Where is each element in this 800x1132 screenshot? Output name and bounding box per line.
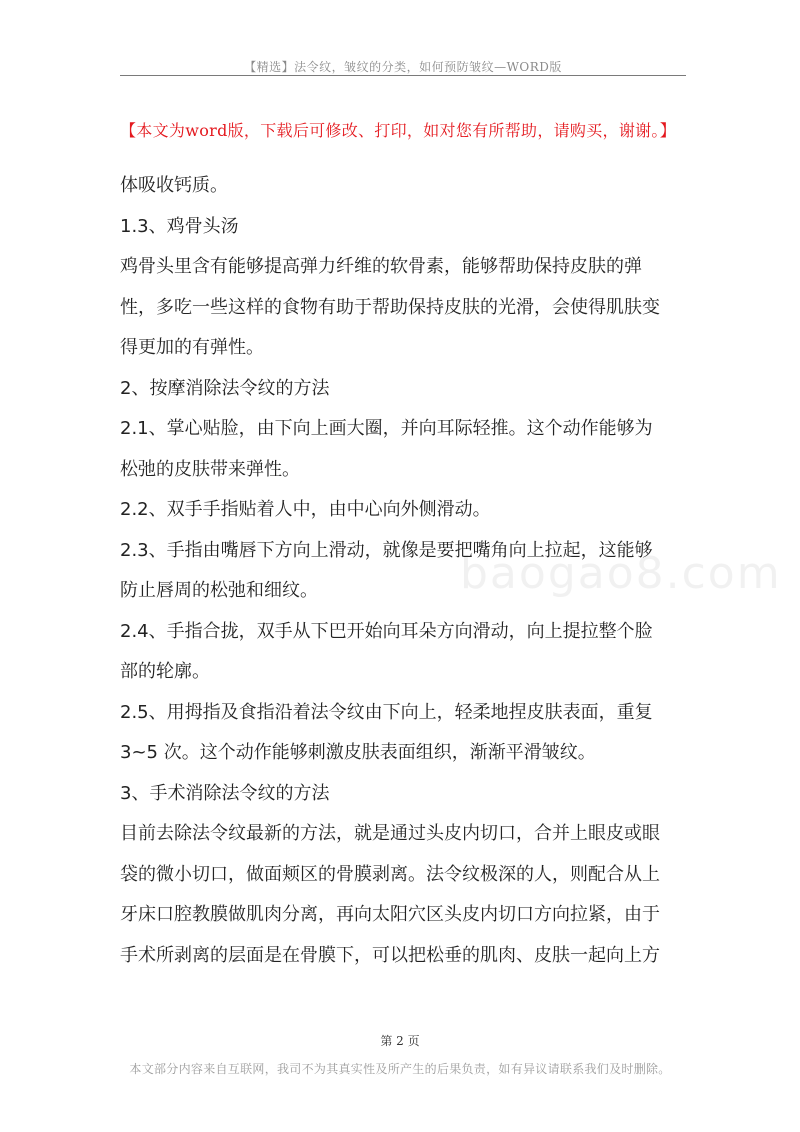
paragraph-line: 手术所剥离的层面是在骨膜下，可以把松垂的肌肉、皮肤一起向上方 bbox=[120, 944, 660, 966]
paragraph-line: 鸡骨头里含有能够提高弹力纤维的软骨素，能够帮助保持皮肤的弹 bbox=[120, 256, 642, 277]
header-divider bbox=[120, 75, 686, 76]
list-item-2-1: 2.1、掌心贴脸，由下向上画大圈，并向耳际轻推。这个动作能够为 bbox=[120, 418, 653, 439]
page-number: 第 2 页 bbox=[380, 1034, 420, 1048]
watermark-text: baogao8.com bbox=[460, 548, 782, 599]
download-notice: 【本文为word版，下载后可修改、打印，如对您有所帮助，请购买，谢谢。】 bbox=[120, 121, 677, 140]
paragraph-line: 体吸收钙质。 bbox=[120, 175, 228, 196]
running-header: 【精选】法令纹，皱纹的分类，如何预防皱纹—WORD版 bbox=[244, 60, 562, 74]
section-heading-1-3: 1.3、鸡骨头汤 bbox=[120, 215, 239, 237]
section-heading-3: 3、手术消除法令纹的方法 bbox=[120, 782, 330, 804]
paragraph-line: 牙床口腔教膜做肌肉分离，再向太阳穴区头皮内切口方向拉紧，由于 bbox=[120, 904, 660, 925]
document-body bbox=[120, 166, 686, 976]
list-item-2-5: 2.5、用拇指及食指沿着法令纹由下向上，轻柔地捏皮肤表面，重复 bbox=[120, 701, 653, 723]
paragraph-line: 松弛的皮肤带来弹性。 bbox=[120, 458, 300, 480]
paragraph-line: 得更加的有弹性。 bbox=[120, 337, 264, 358]
paragraph-line: 袋的微小切口，做面颊区的骨膜剥离。法令纹极深的人，则配合从上 bbox=[120, 863, 660, 885]
footer-disclaimer: 本文部分内容来自互联网，我司不为其真实性及所产生的后果负责，如有异议请联系我们及时删除。 bbox=[129, 1062, 671, 1076]
list-item-2-4: 2.4、手指合拢，双手从下巴开始向耳朵方向滑动，向上提拉整个脸 bbox=[120, 620, 653, 642]
list-item-2-3: 2.3、手指由嘴唇下方向上滑动，就像是要把嘴角向上拉起，这能够 bbox=[120, 539, 653, 561]
list-item-2-2: 2.2、双手手指贴着人中，由中心向外侧滑动。 bbox=[120, 499, 491, 520]
section-heading-2: 2、按摩消除法令纹的方法 bbox=[120, 377, 330, 399]
paragraph-line: 目前去除法令纹最新的方法，就是通过头皮内切口，合并上眼皮或眼 bbox=[120, 823, 660, 844]
paragraph-line: 防止唇周的松弛和细纹。 bbox=[120, 580, 318, 601]
paragraph-line: 性，多吃一些这样的食物有助于帮助保持皮肤的光滑，会使得肌肤变 bbox=[120, 296, 660, 318]
paragraph-line: 部的轮廓。 bbox=[120, 661, 210, 682]
paragraph-line: 3~5 次。这个动作能够刺激皮肤表面组织，渐渐平滑皱纹。 bbox=[120, 742, 596, 763]
